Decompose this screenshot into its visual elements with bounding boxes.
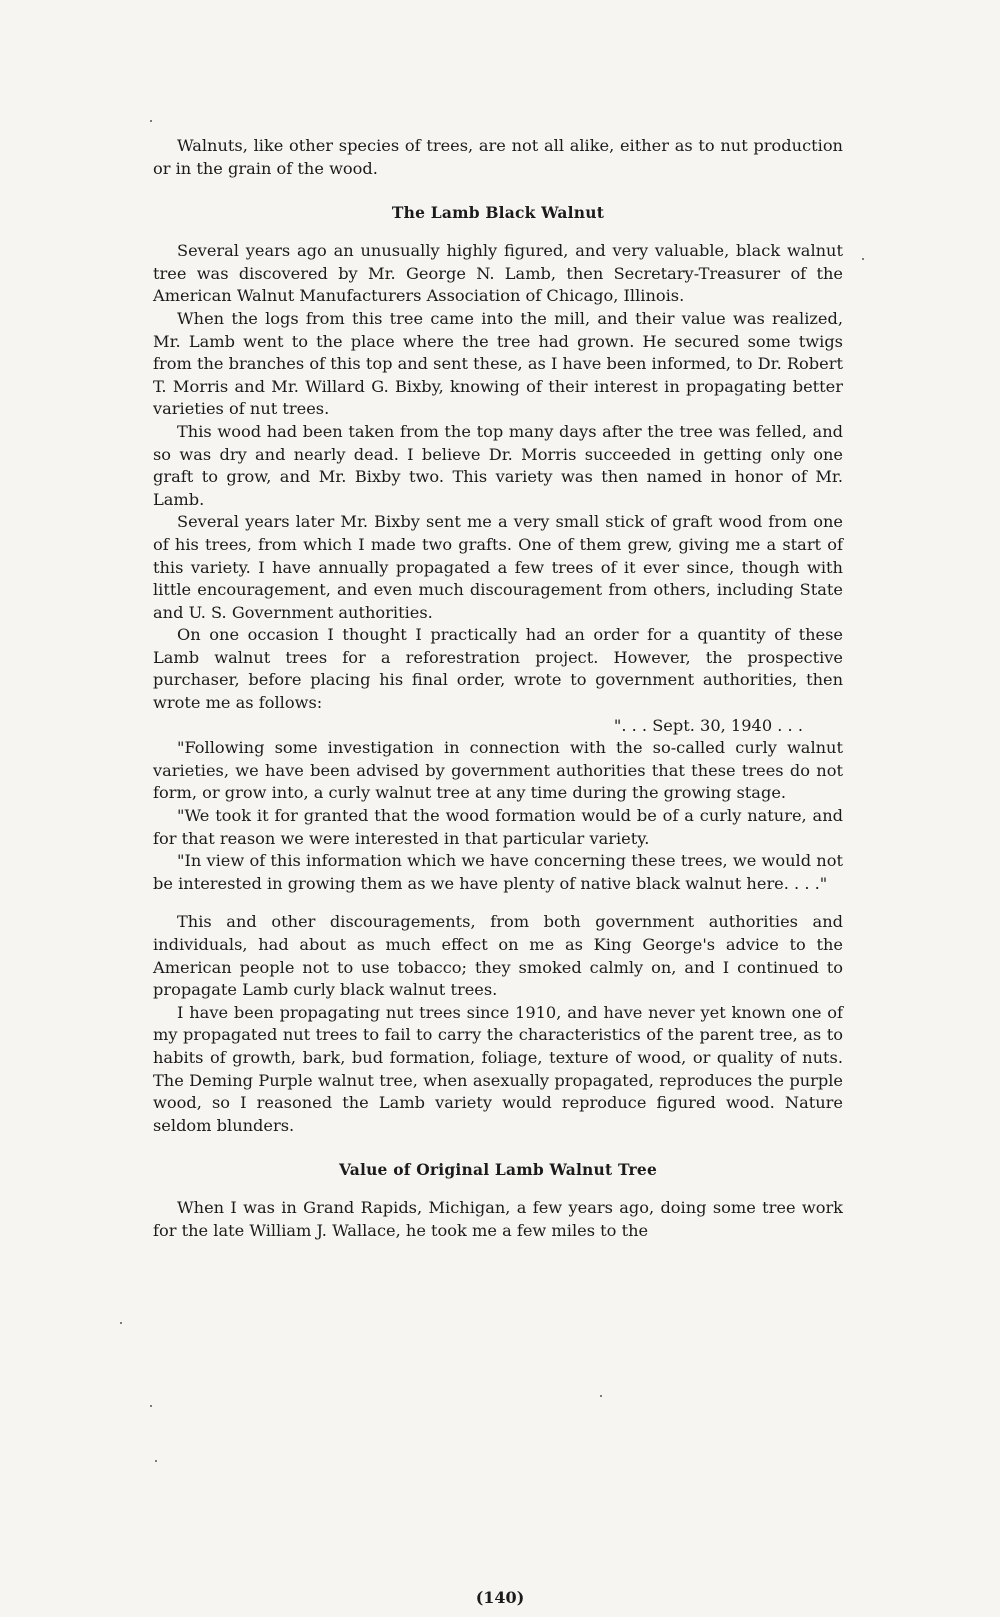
scan-speck: [150, 1405, 152, 1407]
paragraph: This wood had been taken from the top many days after the tree was felled, and so was dry and nearly dead. I believe Dr. Morris succeeded in getting only one graft to grow, and Mr. Bixby two. This variety was then named in honor of Mr. Lamb.: [153, 421, 843, 509]
scan-speck: [155, 1460, 157, 1462]
scan-speck: [600, 1395, 602, 1397]
intro-paragraph: Walnuts, like other species of trees, are not all alike, either as to nut production or in the grain of the wood.: [153, 136, 843, 178]
paragraph: I have been propagating nut trees since 1910, and have never yet known one of my propagated nut trees to fail to carry the characteristics of the parent tree, as to habits of growth, bark, bud formation, foliage, texture of wood, or quality of nuts. The Deming Purple walnut tree, when asexually propagated, reproduces the purple wood, so I reasoned the Lamb variety would reproduce figured wood. Nature seldom blunders.: [153, 1002, 843, 1135]
letter-dateline: ". . . Sept. 30, 1940 . . .: [613, 715, 803, 735]
quoted-paragraph: "In view of this information which we have concerning these trees, we would not be interested in growing them as we have plenty of native black walnut here. . . .": [153, 851, 843, 893]
paragraph: Several years later Mr. Bixby sent me a very small stick of graft wood from one of his trees, from which I made two grafts. One of them grew, giving me a start of this variety. I have annually propagated a few trees of it ever since, though with little encouragement, and even much discouragement from others, including State and U. S. Government authorities.: [153, 512, 843, 622]
scan-speck: [120, 1322, 122, 1324]
scan-speck: [150, 120, 152, 122]
paragraph: When I was in Grand Rapids, Michigan, a few years ago, doing some tree work for the late William J. Wallace, he took me a few miles to the: [153, 1198, 843, 1240]
paragraph: When the logs from this tree came into the mill, and their value was realized, Mr. Lamb went to the place where the tree had grown. He secured some twigs from the branches of this top and sent these, as I have been informed, to Dr. Robert T. Morris and Mr. Willard G. Bixby, knowing of their interest in propagating better varieties of nut trees.: [153, 308, 843, 419]
paragraph: On one occasion I thought I practically had an order for a quantity of these Lamb walnut trees for a reforestration project. However, the prospective purchaser, before placing his final order, wrote to government authorities, then wrote me as follows:: [153, 625, 843, 713]
quoted-paragraph: "Following some investigation in connection with the so-called curly walnut varieties, we have been advised by government authorities that these trees do not form, or grow into, a curly walnut tree at any time during the growing stage.: [153, 738, 843, 803]
page-number: (140): [475, 1588, 525, 1607]
scan-speck: [862, 258, 864, 260]
paragraph: This and other discouragements, from both government authorities and individuals, had about as much effect on me as King George's advice to the American people not to use tobacco; they smoked calmly on, and I continued to propagate Lamb curly black walnut trees.: [153, 912, 843, 1000]
section-heading-value-original-tree: Value of Original Lamb Walnut Tree: [338, 1160, 658, 1180]
page-body: [153, 135, 843, 1243]
paragraph: Several years ago an unusually highly figured, and very valuable, black walnut tree was discovered by Mr. George N. Lamb, then Secretary-Treasurer of the American Walnut Manufacturers Association of Chicago, Illinois.: [153, 241, 843, 306]
section-heading-lamb-black-walnut: The Lamb Black Walnut: [391, 203, 605, 223]
quoted-paragraph: "We took it for granted that the wood formation would be of a curly nature, and for that reason we were interested in that particular variety.: [153, 806, 843, 848]
